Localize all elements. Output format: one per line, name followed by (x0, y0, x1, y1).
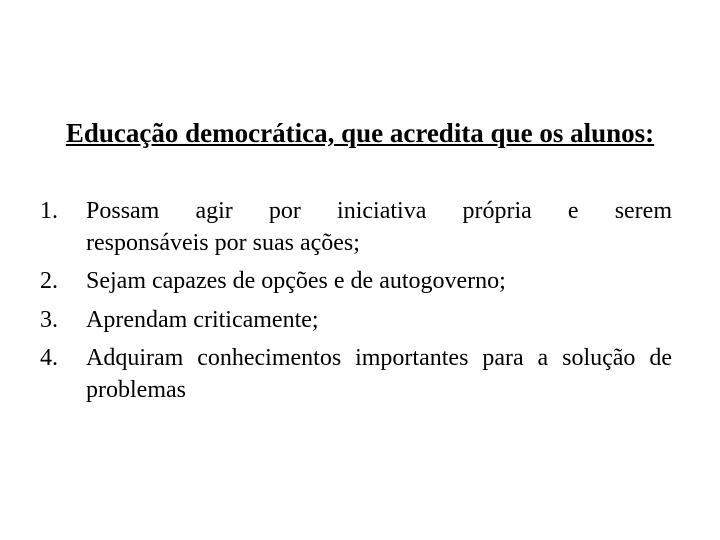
list-item-text: Adquiram conhecimentos importantes para a solução de problemas (86, 345, 672, 403)
list-item-text (86, 196, 672, 259)
list-item-text-line-1: Possam agir por iniciativa própria e serem (86, 198, 672, 224)
list-item-number: 1. (40, 198, 58, 224)
list-item (40, 266, 672, 298)
list-item-text: Aprendam criticamente; (86, 306, 319, 333)
list-item (40, 305, 672, 337)
slide-title: Educação democrática, que acredita que os alunos: (65, 118, 655, 148)
list-item (40, 343, 672, 406)
list-item-text-line-2: responsáveis por suas ações; (86, 229, 360, 256)
list-item-number: 4. (40, 345, 58, 371)
list-item-number: 2. (40, 268, 58, 294)
numbered-list (40, 196, 672, 413)
list-item (40, 196, 672, 259)
list-item-number: 3. (40, 306, 58, 333)
list-item-text: Sejam capazes de opções e de autogoverno; (86, 268, 506, 294)
